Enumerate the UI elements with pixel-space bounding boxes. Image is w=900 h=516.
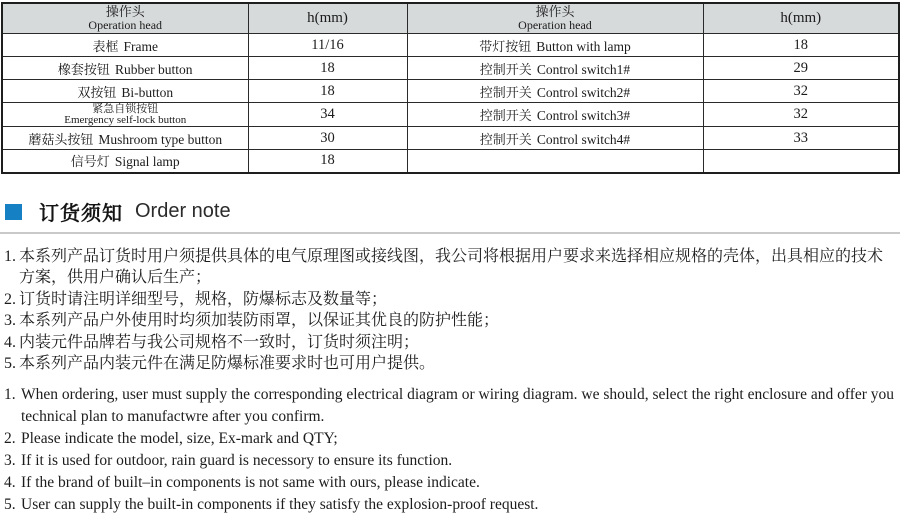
op-label-zh: 蘑菇头按钮 [28,131,94,147]
header-operation-head-right-zh: 操作头 [535,4,575,19]
cell-h-left: 30 [248,127,407,150]
document-page [0,2,900,513]
op-label-en: Control switch2# [536,84,631,100]
order-notes-english [4,384,898,516]
note-number: 1. [4,247,16,265]
op-label-zh: 带灯按钮 [479,38,532,54]
cell-operation-right [407,80,703,103]
header-operation-head-left-en: Operation head [88,18,163,32]
cell-h-left: 34 [248,103,407,127]
op-label-zh: 控制开关 [479,131,532,147]
cell-operation-left [2,150,248,173]
note-number: 1. [4,385,16,403]
note-number: 3. [4,451,16,469]
op-label-en: Bi-button [121,84,174,100]
op-label-zh: 控制开关 [479,61,532,77]
cell-h-right: 32 [703,103,899,127]
cell-h-right: 18 [703,34,899,57]
note-number: 2. [4,290,16,308]
cell-h-left: 11/16 [248,34,407,57]
note-item [4,428,898,450]
note-number: 3. [4,312,16,329]
op-label-en: Mushroom type button [98,131,223,147]
header-operation-head-left [2,3,248,34]
note-text: If the brand of built–in components is not same with ours, please indicate. [21,473,480,491]
cell-operation-left [2,80,248,103]
cell-operation-right [407,57,703,80]
cell-h-right [703,150,899,173]
op-label-en: Signal lamp [114,154,180,170]
cell-operation-left [2,57,248,80]
op-label-zh: 信号灯 [70,154,110,170]
op-label-en: Control switch3# [536,108,631,123]
table-row [2,34,899,57]
note-number: 5. [4,495,16,513]
op-label-zh: 控制开关 [479,108,532,123]
order-note-section-header [5,201,900,223]
cell-operation-left [2,34,248,57]
note-number: 2. [4,429,16,447]
header-operation-head-left-zh: 操作头 [105,4,145,19]
op-label-en: Button with lamp [536,38,631,54]
note-text: 本系列产品内装元件在满足防爆标准要求时也可用户提供。 [19,355,436,372]
cell-h-right: 33 [703,127,899,150]
note-text: 本系列产品订货时用户须提供具体的电气原理图或接线图，我公司将根据用户要求来选择相应规格的壳体，出具相应的技术方案，供用户确认后生产； [19,247,884,286]
section-divider [0,232,900,234]
op-label-en: Emergency self-lock button [64,114,187,126]
table-row [2,127,899,150]
header-operation-head-right-en: Operation head [518,18,592,32]
note-number: 5. [4,355,16,372]
note-item [4,289,898,311]
cell-operation-right [407,103,703,127]
table-row [2,80,899,103]
header-hmm-left: h(mm) [248,3,407,34]
note-text: 内装元件品牌若与我公司规格不一致时，订货时须注明； [19,333,420,351]
op-label-zh: 表框 [92,38,119,54]
op-label-zh: 橡套按钮 [57,61,110,77]
table-row [2,57,899,80]
op-label-zh: 双按钮 [77,84,117,100]
note-item [4,310,898,332]
header-hmm-right: h(mm) [703,3,899,34]
order-notes-chinese [4,246,898,375]
note-text: 订货时请注明详细型号，规格，防爆标志及数量等； [19,290,388,308]
cell-operation-left [2,103,248,127]
note-item [4,472,898,494]
cell-h-left: 18 [248,80,407,103]
cell-h-right: 29 [703,57,899,80]
section-title-en: Order note [135,200,231,222]
note-text: If it is used for outdoor, rain guard is necessory to ensure its function. [21,451,453,469]
note-text: When ordering, user must supply the corresponding electrical diagram or wiring diagram. we should, select the right enclosure and offer you technical plan to manufactwre after you confirm. [21,385,895,425]
note-text: User can supply the built-in components if they satisfy the explosion-proof request. [21,495,539,513]
note-item [4,332,898,354]
section-title-zh: 订货须知 [39,203,123,225]
op-label-en: Frame [123,38,158,54]
cell-operation-right [407,150,703,173]
section-bullet-icon [5,204,22,220]
table-row [2,103,899,127]
note-item [4,353,898,375]
note-item [4,450,898,472]
note-text: Please indicate the model, size, Ex-mark and QTY; [21,429,338,447]
cell-h-right: 32 [703,80,899,103]
cell-h-left: 18 [248,150,407,173]
op-label-en: Control switch1# [536,61,631,77]
note-text: 本系列产品户外使用时均须加装防雨罩，以保证其优良的防护性能； [19,312,500,329]
cell-h-left: 18 [248,57,407,80]
operation-head-table [1,2,900,174]
table-header-row [2,3,899,34]
table-row [2,150,899,173]
note-number: 4. [4,333,16,351]
cell-operation-left [2,127,248,150]
header-operation-head-right [407,3,703,34]
op-label-en: Control switch4# [536,131,631,147]
note-item [4,384,898,428]
cell-operation-right [407,34,703,57]
op-label-en: Rubber button [114,61,193,77]
note-item [4,246,898,289]
cell-operation-right [407,127,703,150]
note-number: 4. [4,473,16,491]
op-label-zh: 紧急自锁按钮 [92,103,159,115]
op-label-zh: 控制开关 [479,84,532,100]
